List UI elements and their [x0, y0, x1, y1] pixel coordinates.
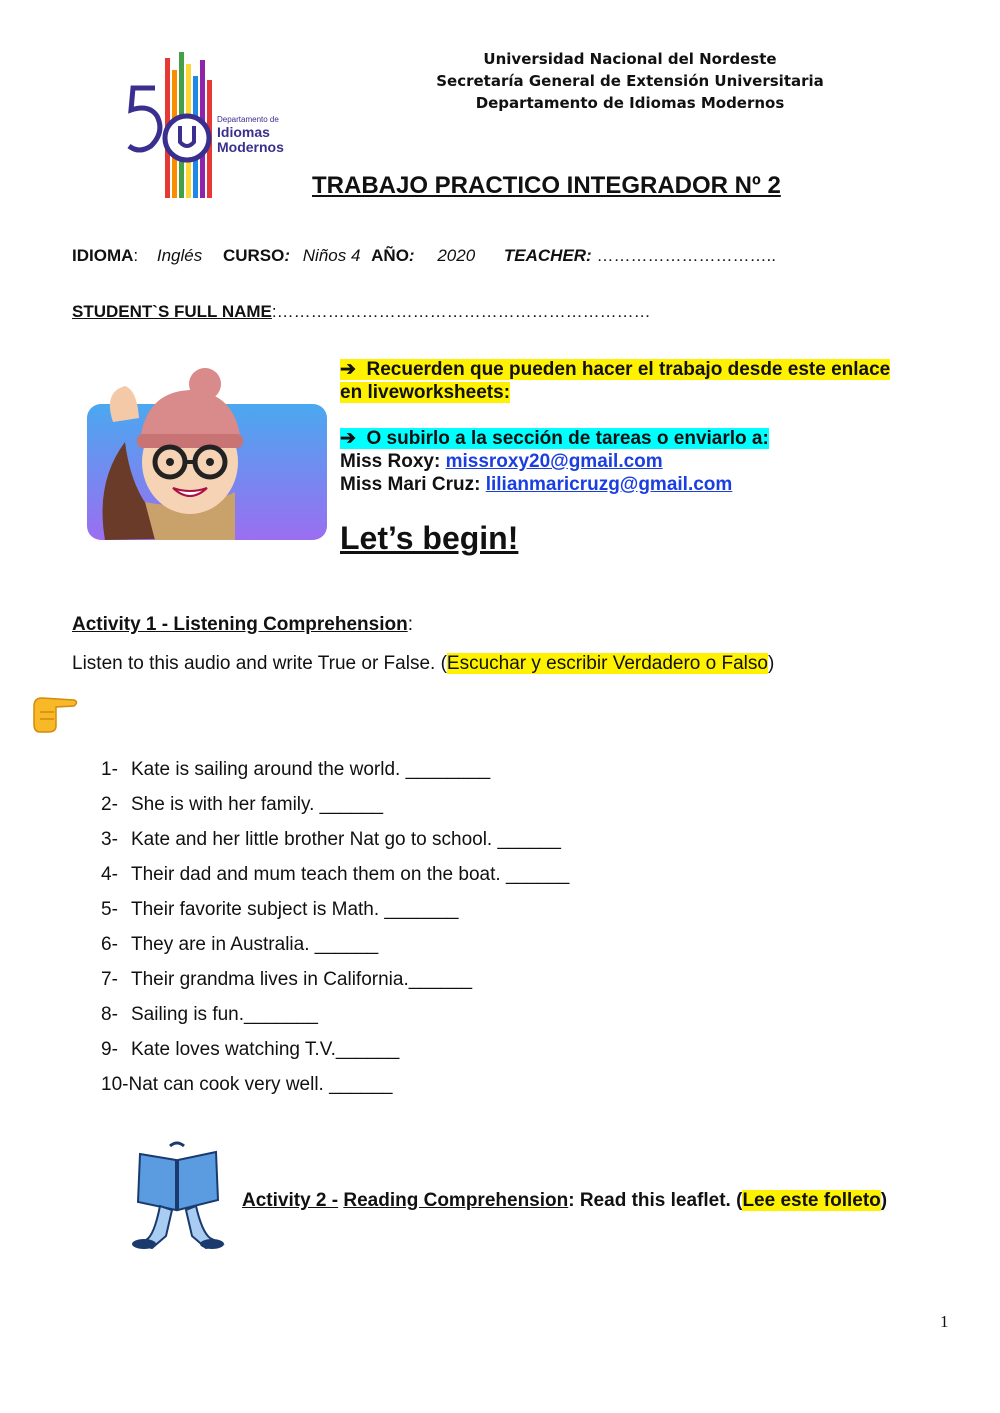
mari-cruz-label: Miss Mari Cruz: [340, 474, 481, 495]
item-number: 3- [101, 829, 118, 850]
item-number: 6- [101, 934, 118, 955]
institution-line-3: Departamento de Idiomas Modernos [475, 94, 785, 112]
activity-2-number: Activity 2 - [242, 1190, 339, 1211]
list-item[interactable] [101, 1032, 569, 1067]
item-text: Kate and her little brother Nat go to school. ______ [131, 829, 561, 850]
activity-1-heading [72, 614, 413, 636]
activity-2-heading [242, 1190, 887, 1212]
list-item[interactable] [101, 1067, 569, 1102]
liveworksheets-note [340, 359, 890, 380]
instructions-box [340, 358, 940, 496]
anio-value: 2020 [437, 246, 476, 265]
item-text: Their favorite subject is Math. _______ [131, 899, 459, 920]
audio-pointer[interactable] [30, 688, 80, 734]
activity-1-title: Activity 1 - Listening Comprehension [72, 614, 408, 635]
student-name-line [72, 302, 651, 322]
true-false-list [101, 752, 569, 1102]
item-text: Sailing is fun._______ [131, 1004, 318, 1025]
student-label: STUDENT`S FULL NAME [72, 302, 272, 321]
pointing-hand-icon [30, 688, 80, 734]
item-text: Their dad and mum teach them on the boat. ______ [131, 864, 570, 885]
item-number: 10- [101, 1074, 129, 1095]
instruction-spanish: Escuchar y escribir Verdadero o Falso [446, 653, 768, 674]
arrow-right-icon: ➔ [340, 428, 356, 449]
contact-mari-cruz [340, 473, 940, 496]
item-number: 4- [101, 864, 118, 885]
course-info: IDIOMA: Inglés CURSO: Niños 4 AÑO: 2020 TEACHER: ………………………….. [72, 246, 776, 265]
lets-begin-heading: Let’s begin! [340, 520, 519, 556]
item-number: 1- [101, 759, 118, 780]
avatar-girl-icon [85, 362, 330, 544]
list-item[interactable] [101, 787, 569, 822]
idioma-label: IDIOMA [72, 246, 134, 265]
anio-label: AÑO [371, 246, 409, 265]
avatar-illustration [85, 362, 330, 544]
activity-1-colon: : [407, 614, 413, 635]
instruction-close: ) [767, 653, 775, 674]
reading-kid-illustration [130, 1140, 225, 1250]
upload-note [340, 428, 769, 449]
institution-line-1: Universidad Nacional del Nordeste [483, 50, 777, 68]
item-number: 9- [101, 1039, 118, 1060]
liveworksheets-line-1: Recuerden que pueden hacer el trabajo desde este enlace [366, 359, 891, 380]
item-text: Their grandma lives in California.______ [131, 969, 473, 990]
list-item[interactable] [101, 857, 569, 892]
item-number: 2- [101, 794, 118, 815]
upload-note-text: O subirlo a la sección de tareas o enviarlo a: [366, 428, 769, 449]
liveworksheets-line-2[interactable]: en liveworksheets: [340, 382, 511, 403]
list-item[interactable] [101, 962, 569, 997]
reading-book-icon [130, 1140, 225, 1250]
item-text: Nat can cook very well. ______ [128, 1074, 393, 1095]
page-number: 1 [940, 1312, 949, 1331]
item-text: Kate loves watching T.V.______ [131, 1039, 400, 1060]
item-number: 5- [101, 899, 118, 920]
item-text: They are in Australia. ______ [131, 934, 379, 955]
item-text: Kate is sailing around the world. ________ [131, 759, 491, 780]
department-logo [125, 50, 295, 205]
item-text: She is with her family. ______ [131, 794, 384, 815]
logo-text-modernos: Modernos [217, 139, 284, 155]
contact-roxy [340, 450, 940, 473]
curso-label: CURSO [222, 246, 285, 265]
teacher-blank[interactable]: ………………………….. [596, 246, 776, 265]
instruction-text: Listen to this audio and write True or False. ( [72, 653, 447, 674]
item-number: 8- [101, 1004, 118, 1025]
roxy-email-link[interactable]: missroxy20@gmail.com [445, 451, 663, 472]
teacher-label: TEACHER: [503, 246, 592, 265]
student-name-blank[interactable]: :………………………………………………………… [271, 302, 651, 321]
page-title: TRABAJO PRACTICO INTEGRADOR Nº 2 [312, 172, 781, 199]
roxy-label: Miss Roxy: [340, 451, 441, 472]
curso-value: Niños 4 [302, 246, 361, 265]
list-item[interactable] [101, 752, 569, 787]
idioma-value: Inglés [156, 246, 203, 265]
logo-graphic [125, 50, 295, 205]
activity-1-instruction [72, 653, 774, 675]
logo-text-idiomas: Idiomas [217, 124, 270, 140]
list-item[interactable] [101, 822, 569, 857]
logo-small-text: Departamento de [217, 115, 279, 124]
list-item[interactable] [101, 892, 569, 927]
institution-header [430, 48, 830, 114]
activity-2-spanish: Lee este folleto [742, 1190, 881, 1211]
list-item[interactable] [101, 997, 569, 1032]
activity-2-title: Reading Comprehension [343, 1190, 569, 1211]
list-item[interactable] [101, 927, 569, 962]
arrow-right-icon: ➔ [340, 359, 356, 380]
institution-line-2: Secretaría General de Extensión Universitaria [436, 72, 824, 90]
activity-2-instruction: : Read this leaflet. ( [568, 1190, 743, 1211]
mari-cruz-email-link[interactable]: lilianmaricruzg@gmail.com [485, 474, 733, 495]
activity-2-close: ) [880, 1190, 888, 1211]
item-number: 7- [101, 969, 118, 990]
